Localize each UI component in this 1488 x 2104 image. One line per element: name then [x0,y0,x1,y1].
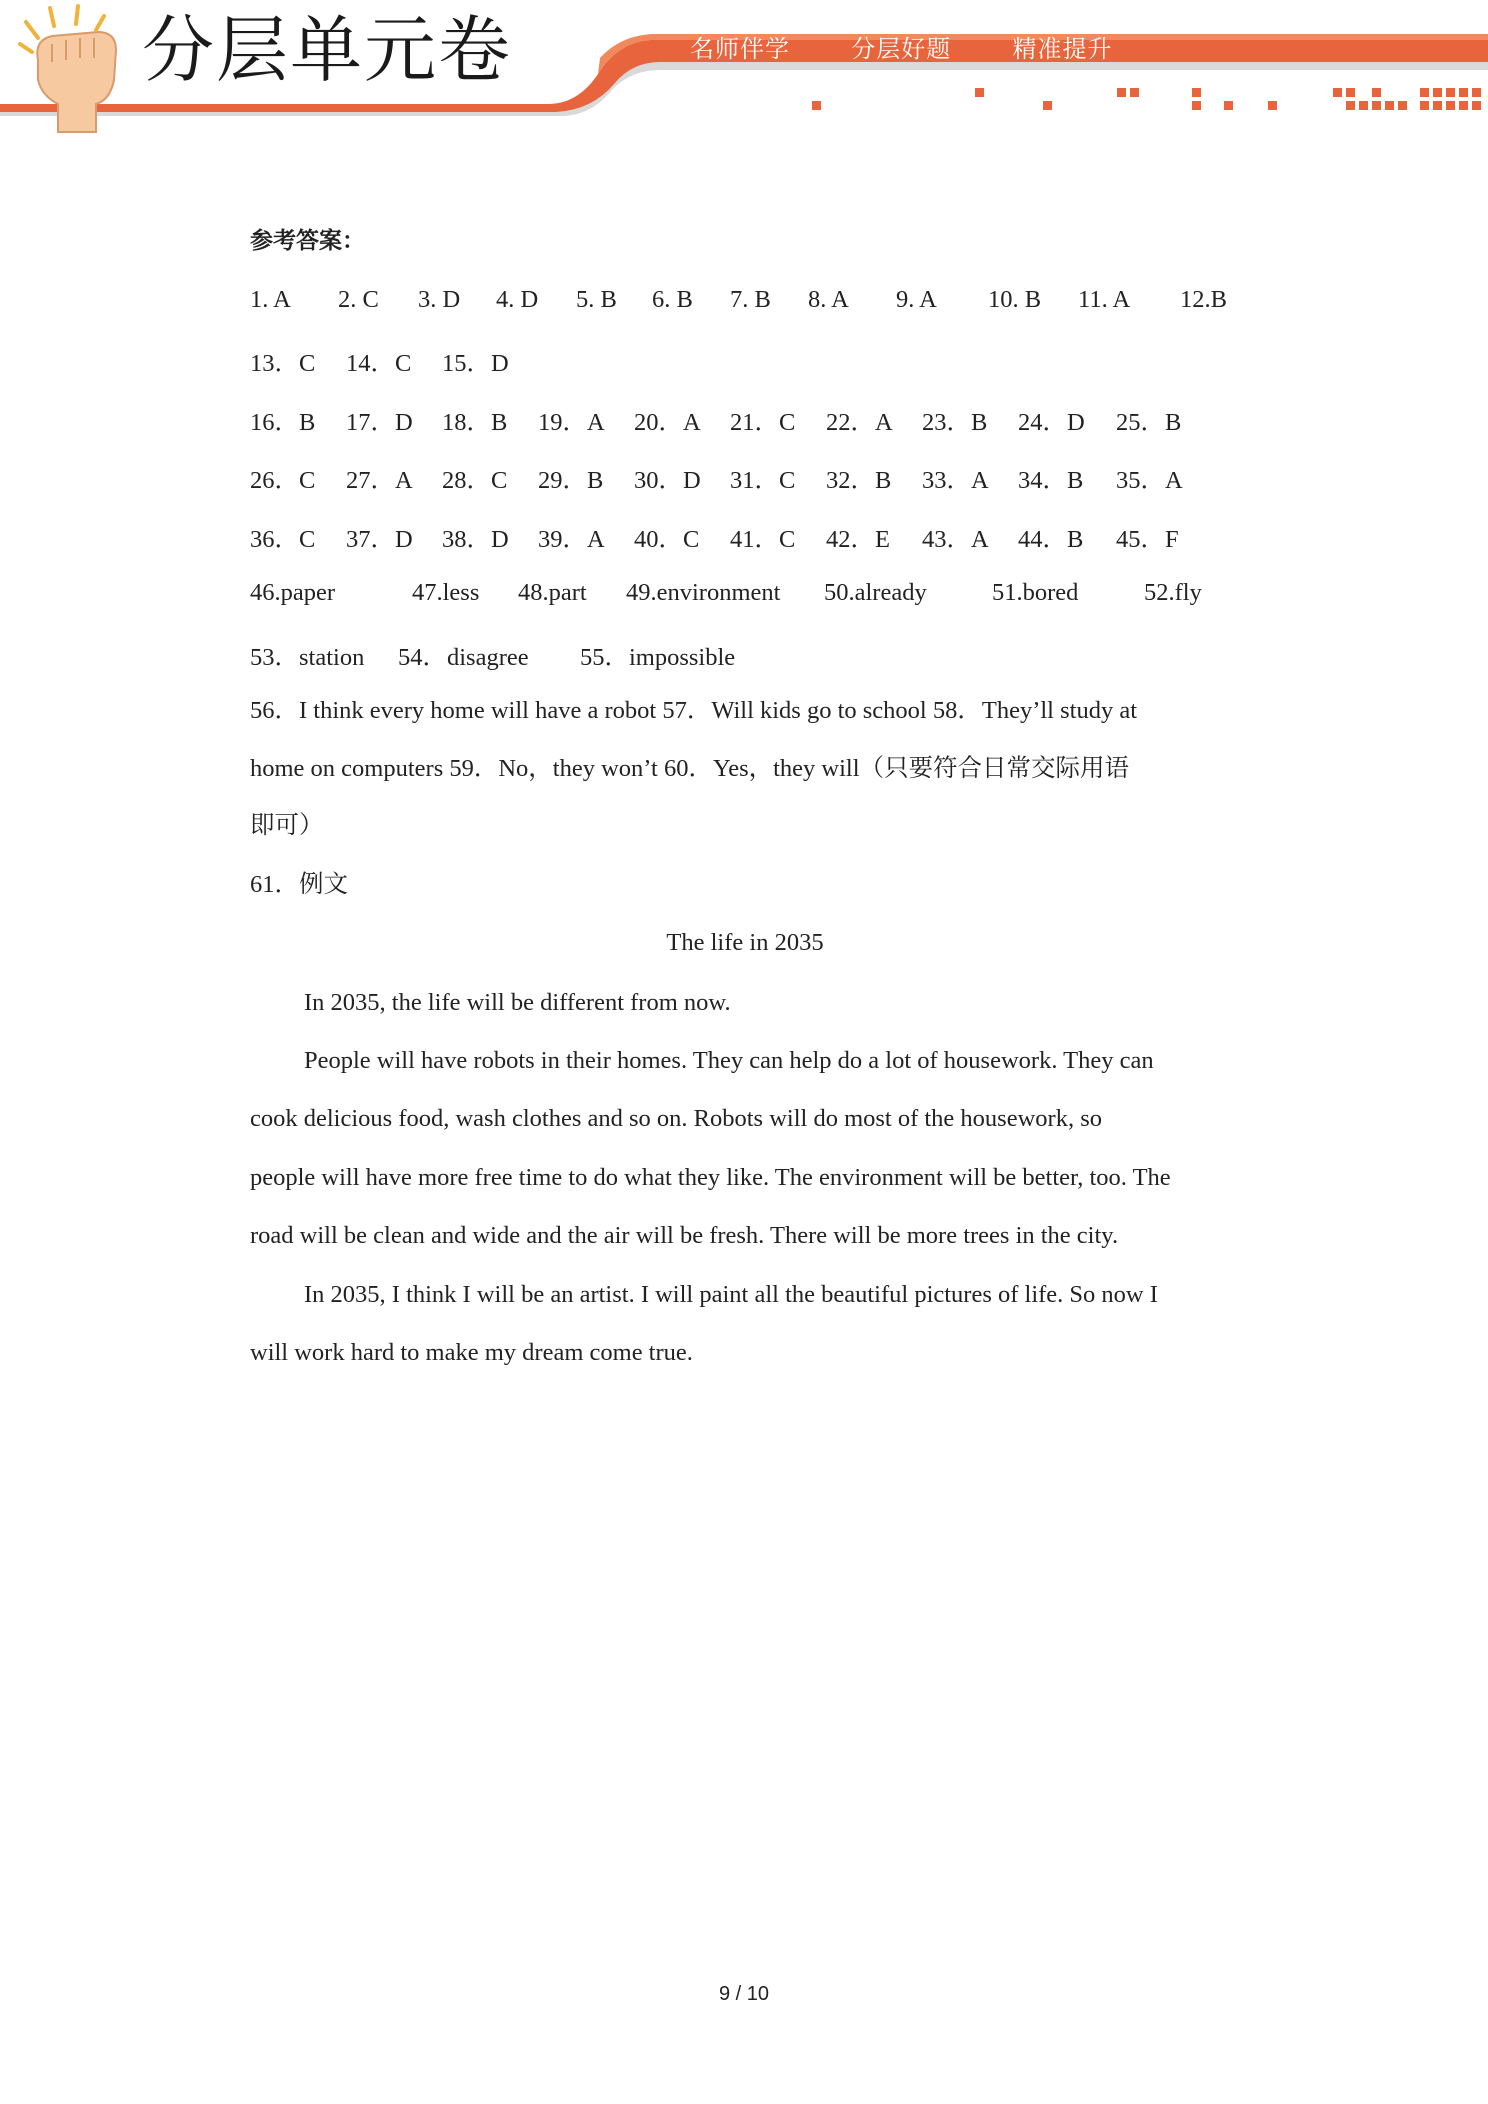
answer-item: 21．C [730,409,796,436]
essay-line: In 2035, I think I will be an artist. I will paint all the beautiful pictures of life. So now I [304,1281,1158,1308]
answer-item: 25．B [1116,409,1182,436]
answer-item: 2. C [338,286,379,313]
answer-item: 36．C [250,526,316,553]
decorative-squares [812,88,1481,110]
answer-item: 6. B [652,286,693,313]
essay-line: cook delicious food, wash clothes and so on. Robots will do most of the housework, so [250,1105,1102,1132]
answer-item: 13．C [250,350,316,377]
answer-item: 48.part [518,579,587,606]
answer-item: 29．B [538,467,604,494]
answer-item: 5. B [576,286,617,313]
answer-item: 30．D [634,467,701,494]
answer-item: 15．D [442,350,509,377]
answer-item: 31．C [730,467,796,494]
essay-line: will work hard to make my dream come true. [250,1339,693,1366]
brand-title: 分层单元卷 [142,8,513,92]
answer-item: 11. A [1078,286,1131,313]
page-number: 9 / 10 [718,1983,770,2005]
answer-item: 53．station [250,644,365,671]
answer-item: 46.paper [250,579,336,606]
answer-item: 47.less [412,579,480,606]
answer-item: 54．disagree [398,644,529,671]
essay-line: People will have robots in their homes. They can help do a lot of housework. They can [304,1047,1154,1074]
answer-item: 14．C [346,350,412,377]
answer-item: 4. D [496,286,539,313]
answer-item: 34．B [1018,467,1084,494]
answer-item: 50.already [824,579,927,606]
answer-item: 39．A [538,526,605,553]
answer-item: 17．D [346,409,413,436]
answer-item: 9. A [896,286,937,313]
essay-title: The life in 2035 [666,929,824,956]
answer-item: 42．E [826,526,890,553]
answer-item: 41．C [730,526,796,553]
answer-item: 33．A [922,467,989,494]
answer-item: 37．D [346,526,413,553]
answer-item: 38．D [442,526,509,553]
answer-item: 3. D [418,286,461,313]
answer-item: 28．C [442,467,508,494]
answer-item: 44．B [1018,526,1084,553]
answer-item: 19．A [538,409,605,436]
answer-item: 22．A [826,409,893,436]
essay-line: In 2035, the life will be different from now. [304,989,731,1016]
sentence-line: 即可） [250,812,324,839]
answer-item: 40．C [634,526,700,553]
answer-item: 1. A [250,286,291,313]
essay-line: people will have more free time to do what they like. The environment will be better, too. The [250,1164,1171,1191]
answer-item: 45．F [1116,526,1179,553]
answer-item: 52.fly [1144,579,1202,606]
answer-item: 8. A [808,286,849,313]
answer-item: 24．D [1018,409,1085,436]
answer-item: 10. B [988,286,1042,313]
answer-item: 18．B [442,409,508,436]
answer-item: 55．impossible [580,644,736,671]
answer-item: 51.bored [992,579,1079,606]
answer-item: 16．B [250,409,316,436]
answer-item: 23．B [922,409,988,436]
header-banner [0,0,1488,140]
sentence-line: 56．I think every home will have a robot 57．Will kids go to school 58．They’ll study at [250,697,1138,724]
answer-item: 35．A [1116,467,1183,494]
answer-item: 7. B [730,286,771,313]
essay-line: road will be clean and wide and the air will be fresh. There will be more trees in the city. [250,1222,1119,1249]
answer-item: 32．B [826,467,892,494]
slogan: 名师伴学 分层好题 精准提升 [690,35,1113,63]
essay-label: 61．例文 [250,871,348,898]
answer-item: 49.environment [626,579,781,606]
answer-item: 20．A [634,409,701,436]
sentence-line: home on computers 59．No，they won’t 60．Yes，they will（只要符合日常交际用语 [250,755,1130,782]
answer-item: 26．C [250,467,316,494]
answer-item: 27．A [346,467,413,494]
answer-item: 12.B [1180,286,1227,313]
section-title: 参考答案： [250,228,365,254]
answer-item: 43．A [922,526,989,553]
